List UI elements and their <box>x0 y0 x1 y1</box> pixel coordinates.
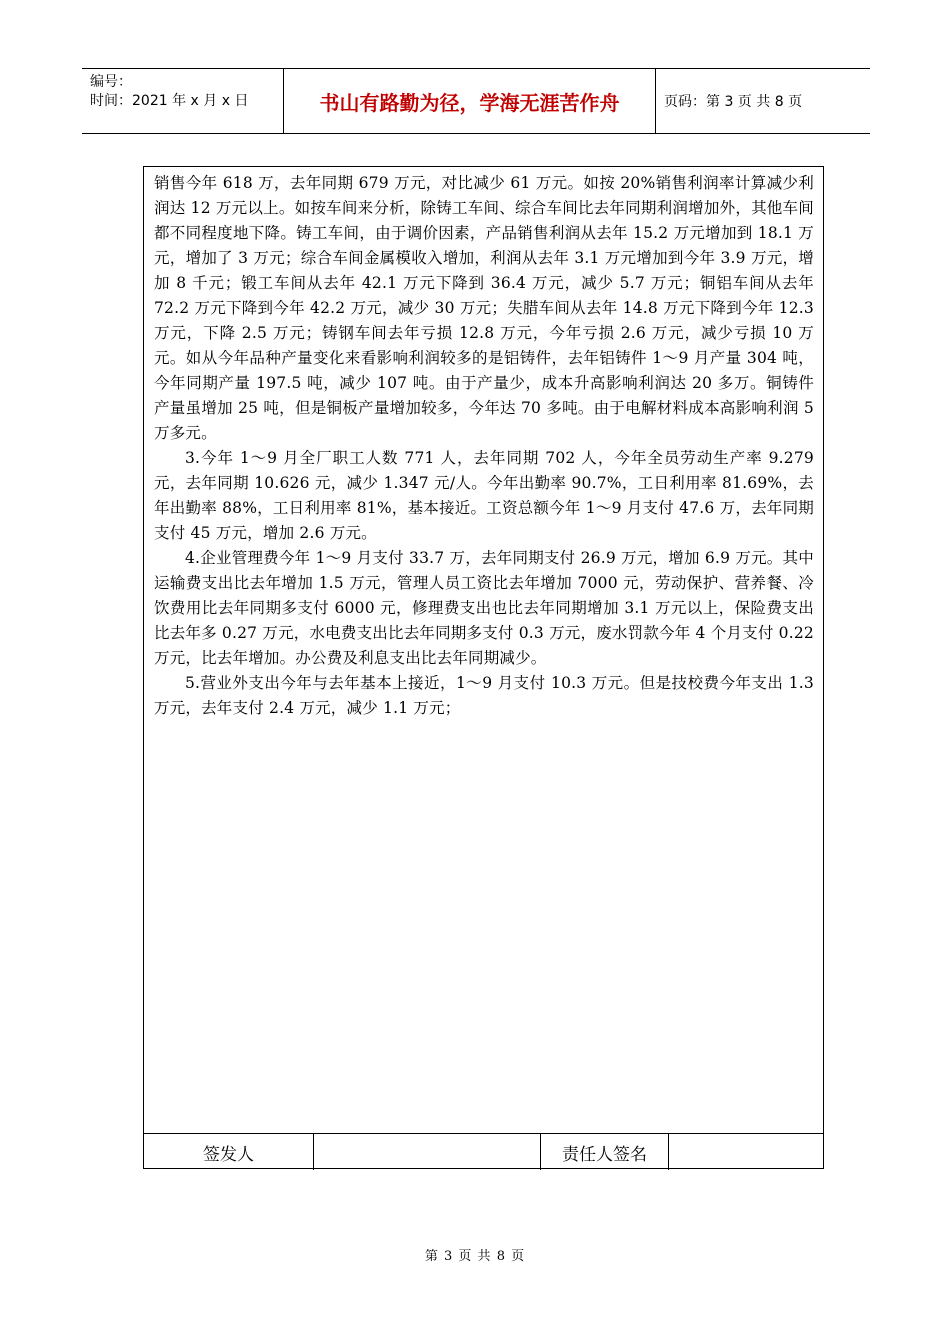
body-paragraph-2: 3.今年 1～9 月全厂职工人数 771 人，去年同期 702 人，今年全员劳动生产率 9.279 元，去年同期 10.626 元，减少 1.347 元/人。今年出勤率 90.7%，工日利用率 81.69%，去年出勤率 88%，工日利用率 81%，基本接近。工资总额今年 1～9 月支付 47.6 万，去年同期支付 45 万元，增加 2.6 万元。 <box>154 449 814 542</box>
document-number-label: 编号： <box>90 74 132 90</box>
content-frame <box>143 166 824 1169</box>
issuer-label: 签发人 <box>144 1134 314 1170</box>
header-meta-cell <box>82 69 284 133</box>
document-body <box>154 171 814 721</box>
header-motto: 书山有路勤为径，学海无涯苦作舟 <box>284 69 656 133</box>
responsible-label: 责任人签名 <box>541 1134 669 1170</box>
header-page-info: 页码：第 3 页 共 8 页 <box>664 94 803 110</box>
signature-row <box>144 1133 823 1170</box>
responsible-signature-field[interactable] <box>669 1134 823 1170</box>
body-paragraph-4: 5.营业外支出今年与去年基本上接近，1～9 月支付 10.3 万元。但是技校费今年支出 1.3 万元，去年支付 2.4 万元，减少 1.1 万元； <box>154 674 814 717</box>
page-footer: 第 3 页 共 8 页 <box>424 1249 526 1264</box>
body-paragraph-1: 销售今年 618 万，去年同期 679 万元，对比减少 61 万元。如按 20%销售利润率计算减少利润达 12 万元以上。如按车间来分析，除铸工车间、综合车间比去年同期利润增加外，其他车间都不同程度地下降。铸工车间，由于调价因素，产品销售利润从去年 15.2 万元增加到 18.1 万元，增加了 3 万元；综合车间金属模收入增加，利润从去年 3.1 万元增加到今年 3.9 万元，增加 8 千元；锻工车间从去年 42.1 万元下降到 36.4 万元，减少 5.7 万元；铜铝车间从去年 72.2 万元下降到今年 42.2 万元，减少 30 万元；失腊车间从去年 14.8 万元下降到今年 12.3 万元，下降 2.5 万元；铸钢车间去年亏损 12.8 万元，今年亏损 2.6 万元，减少亏损 10 万元。如从今年品种产量变化来看影响利润较多的是铝铸件，去年铝铸件 1～9 月产量 304 吨，今年同期产量 197.5 吨，减少 107 吨。由于产量少，成本升高影响利润达 20 多万。铜铸件产量虽增加 25 吨，但是铜板产量增加较多，今年达 70 多吨。由于电解材料成本高影响利润 5 万多元。 <box>154 174 814 442</box>
document-header <box>82 68 870 134</box>
document-date-label: 时间：2021 年 x 月 x 日 <box>90 93 249 109</box>
issuer-signature-field[interactable] <box>314 1134 541 1170</box>
body-paragraph-3: 4.企业管理费今年 1～9 月支付 33.7 万，去年同期支付 26.9 万元，增加 6.9 万元。其中运输费支出比去年增加 1.5 万元，管理人员工资比去年增加 7000 元，劳动保护、营养餐、冷饮费用比去年同期多支付 6000 元，修理费支出也比去年同期增加 3.1 万元以上，保险费支出比去年多 0.27 万元，水电费支出比去年同期多支付 0.3 万元，废水罚款今年 4 个月支付 0.22 万元，比去年增加。办公费及利息支出比去年同期减少。 <box>154 549 814 667</box>
